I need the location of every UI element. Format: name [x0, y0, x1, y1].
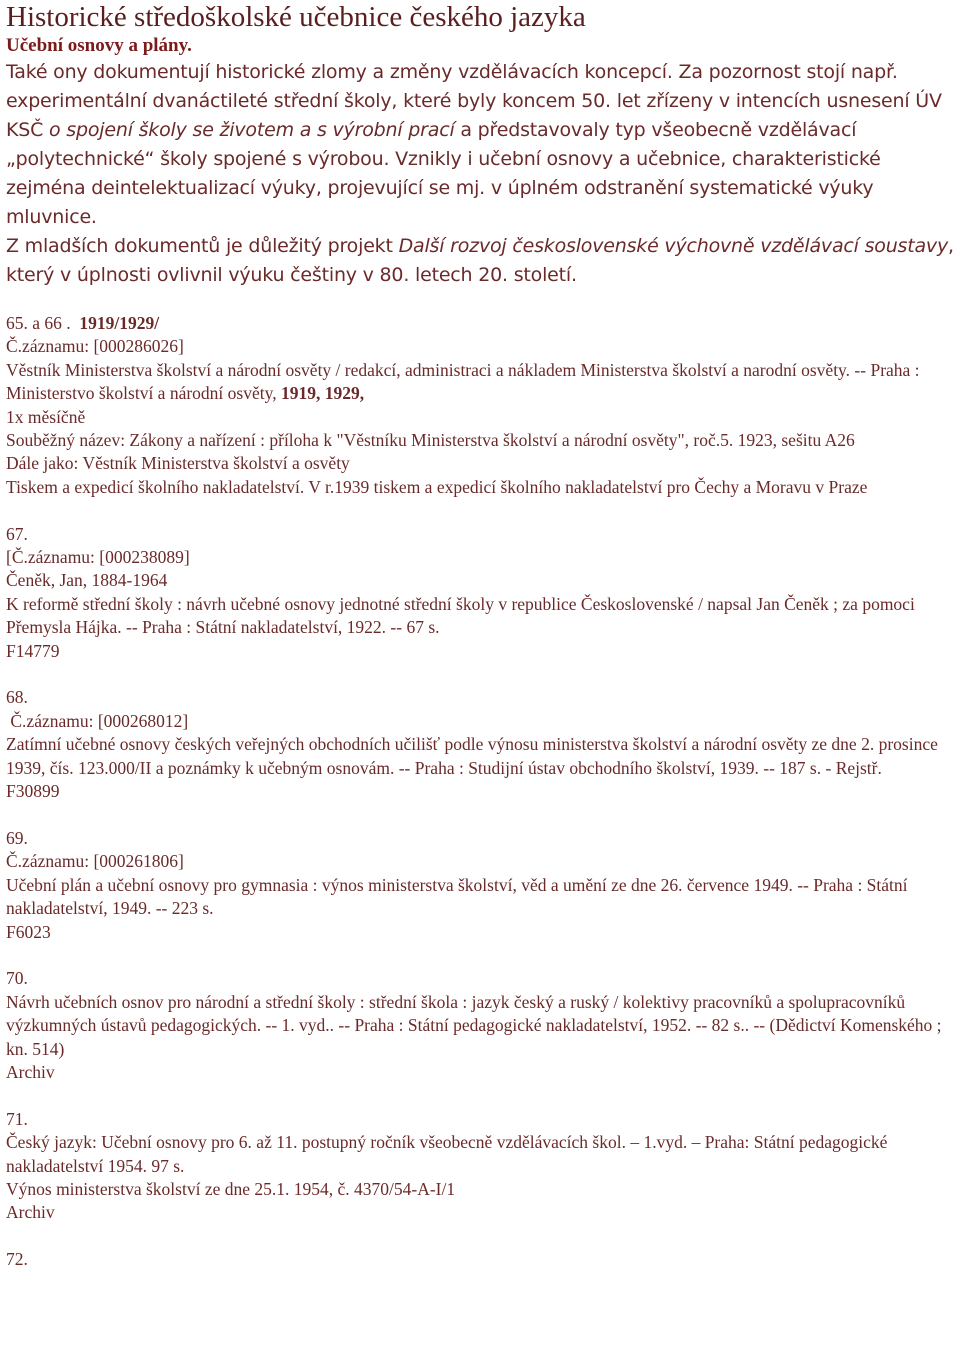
entry-record: Č.záznamu: [000286026] — [6, 336, 184, 357]
entry-number: 69. — [6, 827, 28, 848]
entry-number: 68. — [6, 687, 28, 708]
intro-paragraph-2 — [6, 232, 954, 290]
page-title: Historické středoškolské učebnice českého jazyka — [6, 1, 586, 33]
entry-frequency: 1x měsíčně — [6, 406, 86, 427]
entry-text: Český jazyk: Učební osnovy pro 6. až 11. postupný ročník všeobecně vzdělávacích škol. – 1.vyd. – Praha: Státní pedagogické nakladatelství 1954. 97 s. — [6, 1132, 888, 1176]
intro-p1-rest: a představovaly typ všeobecně vzdělávací „polytechnické“ školy spojené s výrobou. Vznikly i učební osnovy a učebnice, charakteristické zejména deintelektualizací výuky, projevující se mj. v úplném odstranění systematické výuky mluvnice. — [6, 119, 881, 228]
entry-text-main: Věstník Ministerstva školství a národní osvěty / redakcí, administraci a nákladem Ministerstva školství a narodní osvěty. -- Praha : Ministerstvo školství a národní osvěty, — [6, 359, 920, 404]
entry-signature: Archiv — [6, 1202, 55, 1223]
entry-number-line — [6, 312, 954, 335]
entry-signature: F14779 — [6, 640, 60, 661]
intro-text — [6, 58, 954, 290]
entry-signature: F6023 — [6, 921, 51, 942]
entry-70 — [6, 967, 954, 1084]
entry-text: Zatímní učebné osnovy českých veřejných obchodních učilišť podle výnosu ministerstva školství a národní osvěty ze dne 2. prosince 1939, čís. 123.000/II a poznámky k učebným osnovám. -- Praha : Studijní ústav obchodního školství, 1939. -- 187 s. - Rejstř. — [6, 734, 938, 778]
entry-number: 65. a 66 . — [6, 313, 71, 333]
intro-p2-start: Z mladších dokumentů je důležitý projekt — [6, 235, 399, 257]
entry-record: [Č.záznamu: [000238089] — [6, 547, 190, 568]
entries-list — [6, 312, 954, 1272]
entry-text: K reformě střední školy : návrh učebné osnovy jednotné střední školy v republice Československé / napsal Jan Čeněk ; za pomoci Přemysla Hájka. -- Praha : Státní nakladatelství, 1922. -- 67 s. — [6, 593, 915, 638]
entry-record: Č.záznamu: [000268012] — [6, 710, 189, 731]
intro-paragraph-1 — [6, 58, 954, 232]
intro-p1-italic: o spojení školy se životem a s výrobní prací — [49, 119, 455, 141]
intro-p2-rest: , který v úplnosti ovlivnil výuku češtiny v 80. letech 20. století. — [6, 235, 954, 286]
entry-text: Učební plán a učební osnovy pro gymnasia : výnos ministerstva školství, věd a umění ze dne 26. července 1949. -- Praha : Státní nakladatelství, 1949. -- 223 s. — [6, 874, 908, 919]
entry-number: 67. — [6, 523, 28, 544]
entry-print: Tiskem a expedicí školního nakladatelství. V r.1939 tiskem a expedicí školního nakladatelství pro Čechy a Moravu v Praze — [6, 476, 868, 497]
entry-71 — [6, 1108, 954, 1225]
entry-author: Čeněk, Jan, 1884-1964 — [6, 570, 168, 591]
intro-p2-italic: Další rozvoj československé výchovně vzdělávací soustavy — [398, 235, 949, 257]
entry-range: 1919/1929/ — [79, 313, 160, 333]
intro-p1: Také ony dokumentují historické zlomy a změny vzdělávacích koncepcí. Za pozornost stojí např. experimentální dvanáctileté střední školy, které byly koncem 50. let zřízeny v intencích usnesení ÚV KSČ — [6, 61, 942, 141]
entry-67 — [6, 523, 954, 663]
entry-68 — [6, 686, 954, 803]
entry-also: Dále jako: Věstník Ministerstva školství a osvěty — [6, 453, 350, 474]
entry-number: 72. — [6, 1249, 28, 1270]
entry-signature: Archiv — [6, 1061, 55, 1082]
entry-number: 70. — [6, 968, 28, 989]
entry-record: Č.záznamu: [000261806] — [6, 851, 184, 872]
entry-signature: F30899 — [6, 781, 60, 802]
entry-parallel-title: Souběžný název: Zákony a nařízení : příloha k "Věstníku Ministerstva školství a národní osvěty", roč.5. 1923, sešitu A26 — [6, 430, 855, 451]
entry-72 — [6, 1248, 954, 1271]
entry-text: Návrh učebních osnov pro národní a střední školy : střední škola : jazyk český a ruský / kolektivy pracovníků a spolupracovníků výzkumných ústavů pedagogických. -- 1. vyd.. -- Praha : Státní pedagogické nakladatelství, 1952. -- 82 s.. -- (Dědictví Komenského ; kn. 514) — [6, 991, 942, 1059]
entry-69 — [6, 827, 954, 944]
entry-years: 1919, 1929, — [280, 383, 365, 404]
section-heading: Učební osnovy a plány. — [6, 35, 192, 56]
entry-number: 71. — [6, 1108, 28, 1129]
entry-decree: Výnos ministerstva školství ze dne 25.1. 1954, č. 4370/54-A-I/1 — [6, 1178, 456, 1199]
entry-65 — [6, 312, 954, 499]
entry-text — [6, 359, 954, 406]
